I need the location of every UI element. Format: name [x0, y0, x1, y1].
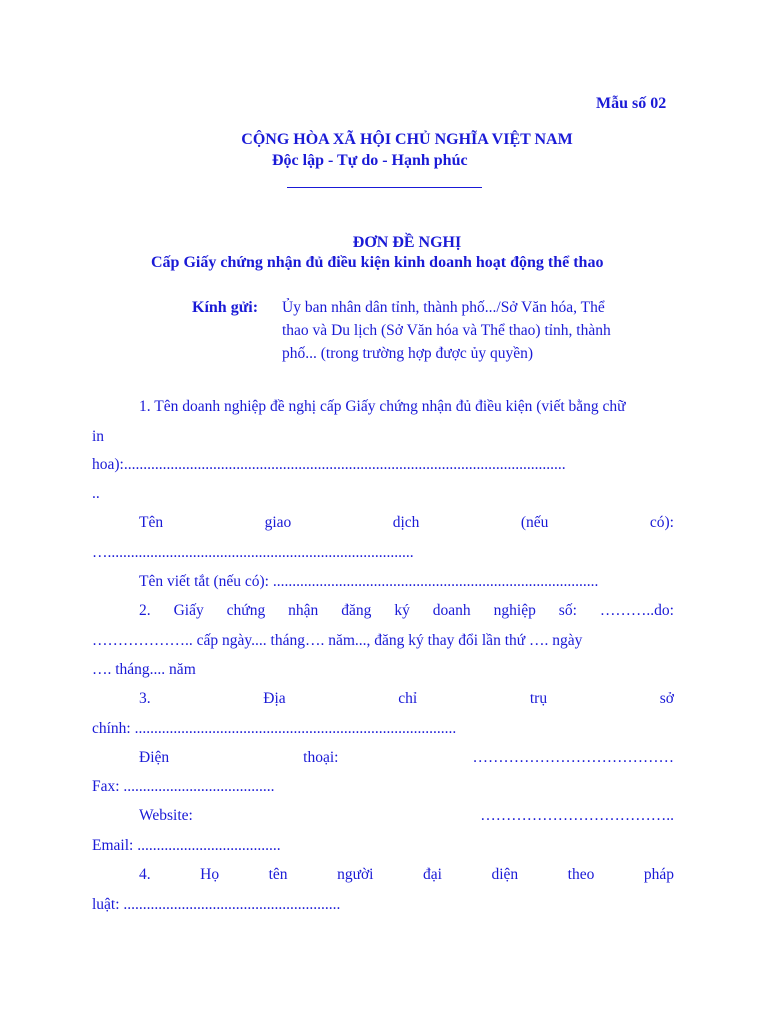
item1-line: .. [92, 485, 100, 502]
fax-field[interactable]: Fax: ....................................... [92, 778, 275, 795]
word: 2. [139, 602, 151, 619]
word: ký [394, 602, 410, 619]
word: dịch [392, 514, 420, 531]
item3-line [139, 690, 674, 708]
form-title: ĐƠN ĐỀ NGHỊ [352, 234, 462, 251]
word: 3. [139, 690, 151, 707]
word: chứng [226, 602, 266, 619]
word: đại [422, 866, 442, 883]
short-name-field[interactable]: Tên viết tắt (nếu có): .................................................................................... [139, 573, 599, 590]
recipient-label: Kính gửi: [192, 299, 259, 316]
form-number: Mẫu số 02 [596, 95, 667, 112]
item1-line: in [92, 428, 105, 445]
word: diện [491, 866, 519, 883]
word: người [337, 866, 374, 883]
word: sở [659, 690, 674, 707]
word: ………..do: [599, 602, 674, 619]
item1-line: 1. Tên doanh nghiệp đề nghị cấp Giấy chứng nhận đủ điều kiện (viết bằng chữ [139, 398, 626, 415]
item4-line [139, 866, 674, 884]
word: nhận [288, 602, 319, 619]
word: có): [649, 514, 674, 531]
recipient-line: Ủy ban nhân dân tỉnh, thành phố.../Sở Văn hóa, Thể [282, 299, 605, 316]
header-divider [287, 187, 482, 188]
word: doanh [432, 602, 471, 619]
word: đăng [341, 602, 372, 619]
word: giao [264, 514, 292, 531]
word: chỉ [398, 690, 418, 707]
word: nghiệp [493, 602, 536, 619]
item2-line [139, 602, 674, 620]
recipient-line: thao và Du lịch (Sở Văn hóa và Thể thao) tỉnh, thành [282, 322, 611, 339]
form-subtitle: Cấp Giấy chứng nhận đủ điều kiện kinh doanh hoạt động thể thao [151, 254, 604, 271]
website-field[interactable]: ……………………………….. [480, 807, 674, 824]
word: Website: [139, 807, 193, 824]
phone-line [139, 749, 674, 767]
company-name-field[interactable]: hoa):.................................................................................................................. [92, 456, 566, 473]
word: tên [268, 866, 288, 883]
word: thoại: [303, 749, 339, 766]
email-field[interactable]: Email: ..................................... [92, 837, 281, 854]
word: Họ [200, 866, 220, 883]
website-line [139, 807, 674, 825]
legal-rep-field[interactable]: luật: ........................................................ [92, 896, 341, 913]
item2-line: …. tháng.... năm [92, 661, 196, 678]
country-heading: CỘNG HÒA XÃ HỘI CHỦ NGHĨA VIỆT NAM [241, 131, 573, 148]
word: theo [567, 866, 595, 883]
word: Giấy [173, 602, 204, 619]
word: (nếu [520, 514, 549, 531]
word: 4. [139, 866, 151, 883]
phone-field[interactable]: ………………………………… [472, 749, 674, 766]
motto: Độc lập - Tự do - Hạnh phúc [272, 152, 468, 169]
word: trụ [529, 690, 548, 707]
word: Tên [139, 514, 164, 531]
word: pháp [643, 866, 674, 883]
trade-name-field[interactable]: …............................................................................... [92, 544, 414, 561]
word: Địa [263, 690, 286, 707]
registration-field[interactable]: ……………….. cấp ngày.... tháng…. năm..., đăng ký thay đổi lần thứ …. ngày [92, 632, 583, 649]
trade-name-line [139, 514, 674, 532]
word: số: [558, 602, 577, 619]
recipient-line: phố... (trong trường hợp được ủy quyền) [282, 345, 534, 362]
word: Điện [139, 749, 170, 766]
address-field[interactable]: chính: ................................................................................... [92, 720, 457, 737]
